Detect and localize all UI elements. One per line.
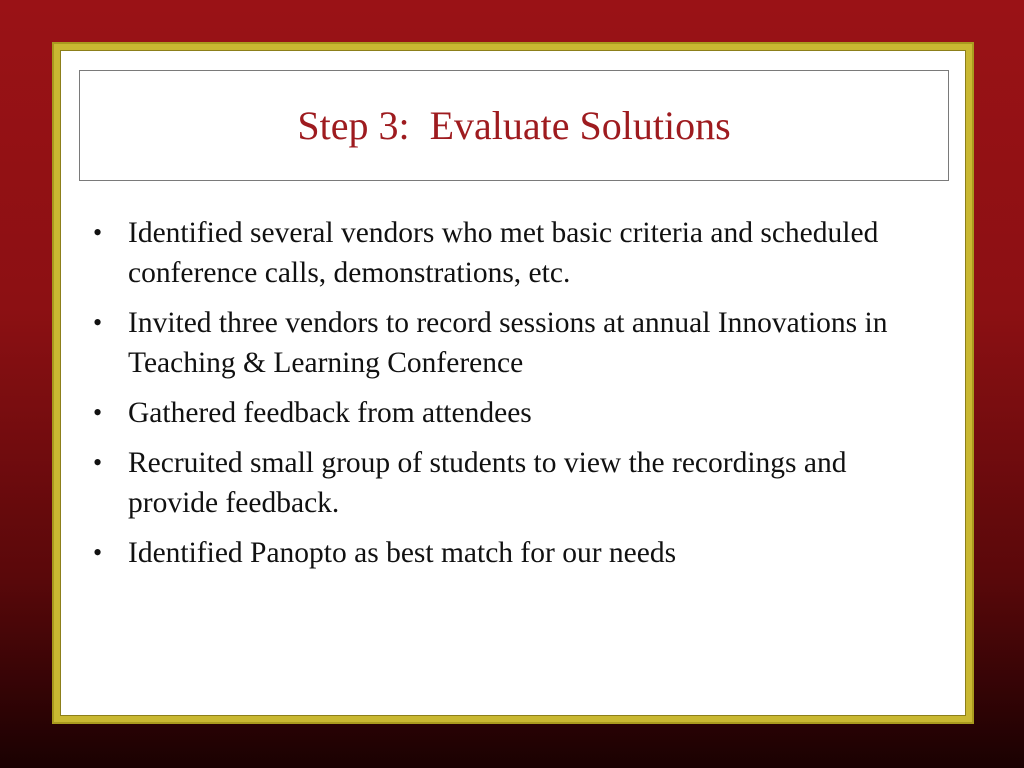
slide-frame (52, 42, 974, 724)
bullet-text: Gathered feedback from attendees (128, 397, 532, 429)
bullet-icon: • (93, 218, 103, 247)
bullet-text: Invited three vendors to record sessions at annual Innovations in Teaching & Learning Conference (128, 307, 888, 379)
bullet-text: Identified Panopto as best match for our needs (128, 537, 677, 569)
bullet-item (91, 443, 941, 523)
bullet-list (91, 213, 941, 583)
bullet-text: Recruited small group of students to view the recordings and provide feedback. (128, 447, 847, 519)
bullet-text: Identified several vendors who met basic criteria and scheduled conference calls, demonstrations, etc. (128, 217, 879, 289)
title-box (79, 70, 949, 181)
bullet-item (91, 303, 941, 383)
bullet-item (91, 533, 941, 573)
bullet-icon: • (93, 538, 103, 567)
bullet-icon: • (93, 398, 103, 427)
slide-canvas (60, 50, 966, 716)
bullet-icon: • (93, 448, 103, 477)
bullet-item (91, 213, 941, 293)
bullet-icon: • (93, 308, 103, 337)
bullet-item (91, 393, 941, 433)
slide-title: Step 3: Evaluate Solutions (297, 103, 731, 148)
